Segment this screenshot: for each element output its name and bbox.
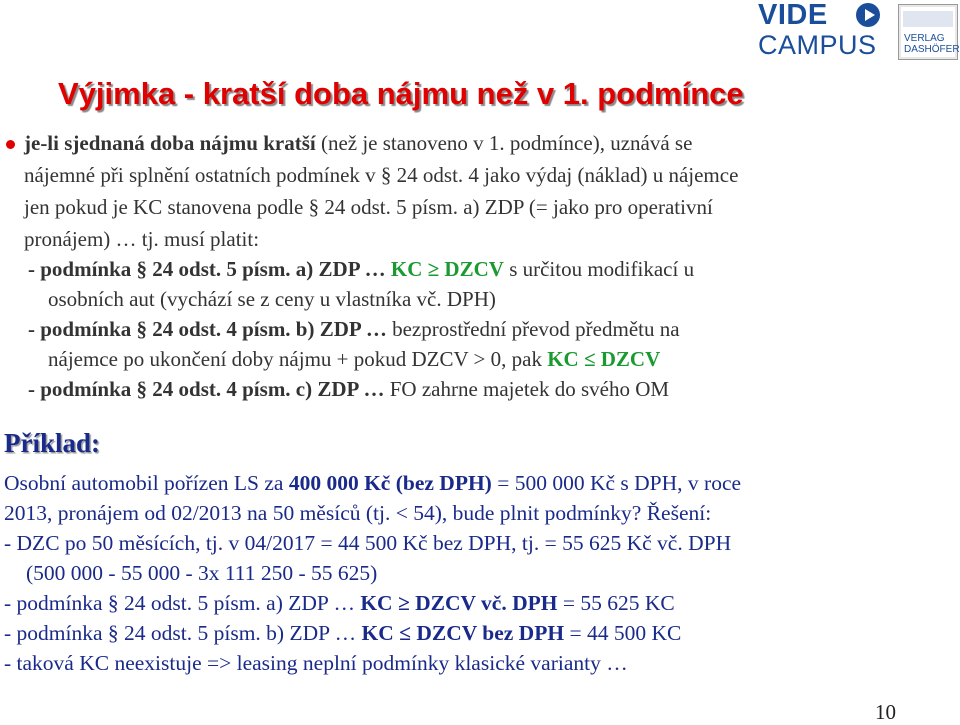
- logo: [730, 0, 960, 62]
- bullet-line-1: [24, 130, 692, 156]
- page-number: 10: [875, 700, 896, 724]
- example-line-5-c: = 55 625 KC: [557, 591, 675, 615]
- example-line-4: (500 000 - 55 000 - 3x 111 250 - 55 625): [26, 561, 378, 585]
- bullet-bold-text: je-li sjednaná doba nájmu kratší: [24, 131, 316, 155]
- condition-2-label: - podmínka § 24 odst. 4 písm. b) ZDP …: [28, 317, 387, 341]
- bullet-line-2: nájemné při splnění ostatních podmínek v § 24 odst. 4 jako výdaj (náklad) u nájemce: [24, 163, 739, 187]
- example-line-6-formula: KC ≤ DZCV bez DPH: [361, 621, 565, 645]
- verlag-text: VERLAG: [904, 33, 945, 44]
- logo-campus-text: CAMPUS: [758, 30, 877, 60]
- condition-1-label: - podmínka § 24 odst. 5 písm. a) ZDP …: [28, 257, 386, 281]
- condition-2: [28, 316, 680, 342]
- example-price-bold: 400 000 Kč (bez DPH): [288, 471, 492, 495]
- example-line-7: - taková KC neexistuje => leasing neplní podmínky klasické varianty …: [4, 651, 628, 675]
- condition-1-formula: KC ≥ DZCV: [390, 257, 504, 281]
- condition-3: [28, 376, 669, 402]
- condition-2-formula: KC ≤ DZCV: [547, 347, 661, 371]
- condition-2-line-2: [48, 346, 660, 372]
- slide-title: Výjimka - kratší doba nájmu než v 1. podmínce: [58, 76, 744, 111]
- bullet-line-4: pronájem) … tj. musí platit:: [24, 227, 260, 251]
- condition-3-label: - podmínka § 24 odst. 4 písm. c) ZDP …: [28, 377, 385, 401]
- example-line-2: 2013, pronájem od 02/2013 na 50 měsíců (tj. < 54), bude plnit podmínky? Řešení:: [4, 501, 712, 525]
- example-line-5-formula: KC ≥ DZCV vč. DPH: [360, 591, 558, 615]
- example-line-1-a: Osobní automobil pořízen LS za: [4, 471, 289, 495]
- condition-2-line-2-text: nájemce po ukončení doby nájmu + pokud DZCV > 0, pak: [48, 347, 548, 371]
- example-heading: Příklad:: [4, 428, 101, 458]
- example-line-1: [4, 470, 741, 496]
- example-line-1-c: = 500 000 Kč s DPH, v roce: [491, 471, 742, 495]
- condition-1-text: s určitou modifikací u: [503, 257, 695, 281]
- dashofer-text: DASHÖFER: [904, 44, 960, 55]
- condition-1: [28, 256, 694, 282]
- example-line-6-a: - podmínka § 24 odst. 5 písm. b) ZDP …: [4, 621, 362, 645]
- bullet-line-3: jen pokud je KC stanovena podle § 24 odst. 5 písm. a) ZDP (= jako pro operativní: [24, 195, 713, 219]
- logo-stripe: [903, 11, 953, 27]
- condition-2-text: bezprostřední převod předmětu na: [386, 317, 680, 341]
- verlag-dashofer-logo: [898, 4, 958, 60]
- example-line-3: - DZC po 50 měsících, tj. v 04/2017 = 44 500 Kč bez DPH, tj. = 55 625 Kč vč. DPH: [4, 531, 732, 555]
- bullet-text: (než je stanoveno v 1. podmínce), uznává se: [315, 131, 693, 155]
- example-line-5-a: - podmínka § 24 odst. 5 písm. a) ZDP …: [4, 591, 361, 615]
- bullet-icon: [6, 140, 15, 149]
- example-line-6: [4, 620, 681, 646]
- example-line-5: [4, 590, 675, 616]
- condition-1-line-2: osobních aut (vychází se z ceny u vlastníka vč. DPH): [48, 287, 496, 311]
- logo-video-text: VIDE: [758, 0, 828, 31]
- play-icon: [856, 3, 880, 27]
- condition-3-text: FO zahrne majetek do svého OM: [384, 377, 670, 401]
- example-line-6-c: = 44 500 KC: [564, 621, 682, 645]
